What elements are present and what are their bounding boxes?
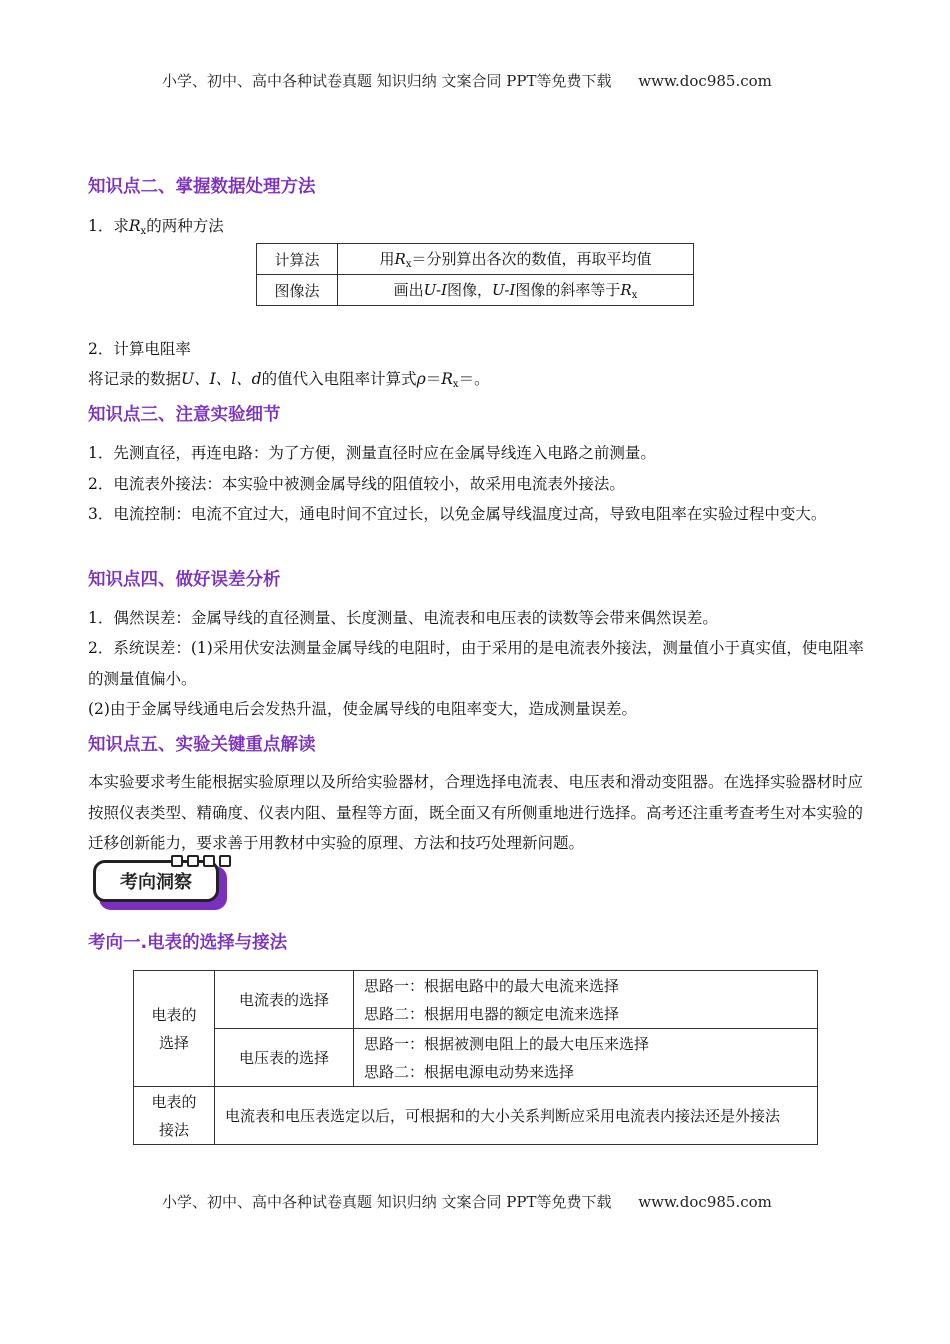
section3-title: 知识点三、注意实验细节	[88, 405, 281, 425]
section4-item-3: (2)由于金属导线通电后会发热升温，使金属导线的电阻率变大，造成测量误差。	[88, 700, 637, 718]
ammeter-ideas: 思路一：根据电路中的最大电流来选择 思路二：根据用电器的额定电流来选择	[354, 971, 818, 1029]
header-text: 小学、初中、高中各种试卷真题 知识归纳 文案合同 PPT等免费下载	[162, 72, 612, 90]
section4-item-1: 1．偶然误差：金属导线的直径测量、长度测量、电流表和电压表的读数等会带来偶然误差。	[88, 609, 718, 627]
method-graph-label: 图像法	[257, 275, 338, 306]
method-calc-desc: 用$R_x=$分别算出各次的数值，再取平均值	[338, 244, 694, 275]
meter-selection-label: 电表的 选择	[134, 971, 215, 1087]
section3-item-1: 1．先测直径，再连电路：为了方便，测量直径时应在金属导线连入电路之前测量。	[88, 444, 656, 462]
meter-table	[133, 970, 818, 1145]
method-calc-label: 计算法	[257, 244, 338, 275]
voltmeter-selection: 电压表的选择	[215, 1029, 354, 1087]
table-row	[257, 275, 694, 306]
direction-badge	[93, 858, 227, 910]
badge-label: 考向洞察	[120, 872, 192, 893]
method-graph-desc: 画出U-I图像，U-I图像的斜率等于$R_x$	[338, 275, 694, 306]
ammeter-selection: 电流表的选择	[215, 971, 354, 1029]
page-header	[162, 70, 772, 91]
rx-methods-table	[256, 243, 694, 306]
section2-item2: 2．计算电阻率	[88, 340, 191, 358]
table-row	[257, 244, 694, 275]
footer-url: www.doc985.com	[638, 1193, 772, 1211]
section3-item-3: 3．电流控制：电流不宜过大，通电时间不宜过长，以免金属导线温度过高，导致电阻率在实验过程中变大。	[88, 505, 827, 523]
section3-item-2: 2．电流表外接法：本实验中被测金属导线的阻值较小，故采用电流表外接法。	[88, 475, 625, 493]
section2-item1: 1．求$R_x$的两种方法	[88, 217, 224, 237]
header-url: www.doc985.com	[638, 72, 772, 90]
section5-paragraph: 本实验要求考生能根据实验原理以及所给实验器材，合理选择电流表、电压表和滑动变阻器。在选择实验器材时应按照仪表类型、精确度、仪表内阻、量程等方面，既全面又有所侧重地进行选择。高考还注重考查考生对本实验的迁移创新能力，要求善于用教材中实验的原理、方法和技巧处理新问题。	[88, 773, 864, 852]
meter-connection-text: 电流表和电压表选定以后，可根据和的大小关系判断应采用电流表内接法还是外接法	[215, 1087, 818, 1145]
footer-text: 小学、初中、高中各种试卷真题 知识归纳 文案合同 PPT等免费下载	[162, 1193, 612, 1211]
voltmeter-ideas: 思路一：根据被测电阻上的最大电压来选择 思路二：根据电源电动势来选择	[354, 1029, 818, 1087]
section5-title: 知识点五、实验关键重点解读	[88, 735, 316, 755]
section4-title: 知识点四、做好误差分析	[88, 570, 281, 590]
section4-item-2: 2．系统误差：(1)采用伏安法测量金属导线的电阻时，由于采用的是电流表外接法，测量值小于真实值，使电阻率的测量值偏小。	[88, 639, 864, 688]
binder-rings-icon	[171, 855, 231, 867]
table-row	[134, 1029, 818, 1087]
direction1-title: 考向一.电表的选择与接法	[88, 933, 288, 953]
section2-title: 知识点二、掌握数据处理方法	[88, 177, 316, 197]
table-row	[134, 1087, 818, 1145]
table-row	[134, 971, 818, 1029]
page-footer	[162, 1191, 772, 1212]
section2-item2-text: 将记录的数据U、I、l、d的值代入电阻率计算式$\rho=R_x=$。	[88, 370, 490, 390]
meter-connection-label: 电表的 接法	[134, 1087, 215, 1145]
